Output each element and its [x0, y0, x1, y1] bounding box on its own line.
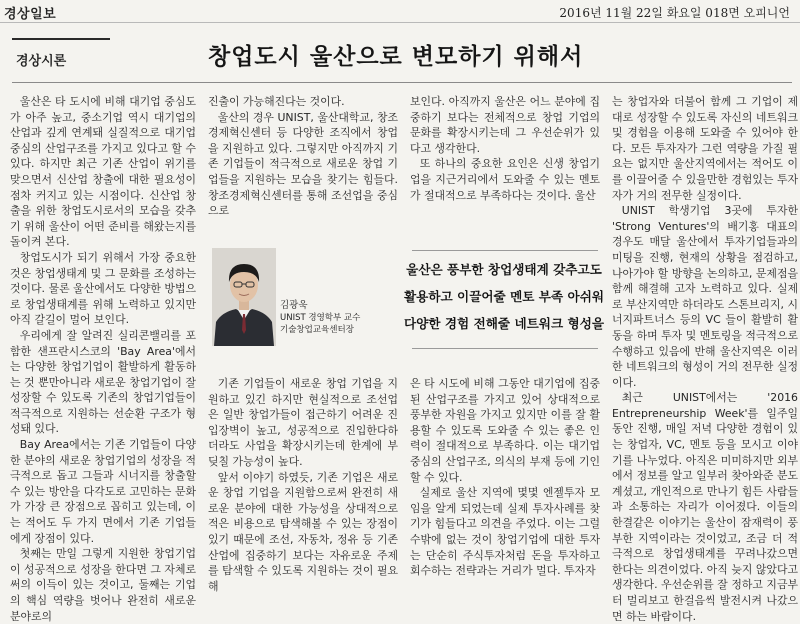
- pull-quote-line: 울산은 풍부한 창업생태계 갖추고도: [406, 262, 602, 277]
- headline: 창업도시 울산으로 변모하기 위해서: [208, 44, 584, 70]
- column-3-top: [410, 94, 600, 240]
- column-2-bottom: [208, 376, 398, 595]
- paragraph: 보인다. 아직까지 울산은 어느 분야에 집중하기 보다는 전체적으로 창업 기업의 문화를 확장시키는데 그 우선순위가 있다고 생각한다.: [410, 95, 600, 155]
- paragraph: 창업도시가 되기 위해서 가장 중요한 것은 창업생태계 및 그 문화를 조성하는 것이다. 물론 울산에서도 다양한 방법으로 창업생태계를 위해 노력하고 있지만 아직 갈길이 멀어 보인다.: [10, 250, 196, 327]
- author-title: UNIST 경영학부 교수: [280, 313, 361, 323]
- dateline: 2016년 11월 22일 화요일 018면 오피니언: [559, 6, 790, 20]
- paragraph: 는 창업자와 더불어 함께 그 기업이 제대로 성장할 수 있도록 자신의 네트워크 및 경험을 이용해 도와줄 수 있어야 한다. 모든 투자자가 그런 역량을 가질 필요는 없지만 울산지역에서는 적어도 이를 이끌어줄 수 있을만한 경험있는 투자자가 거의 전무한 실정이다.: [612, 95, 798, 202]
- column-3-bottom: [410, 376, 600, 595]
- paragraph: 실제로 울산 지역에 몇몇 엔젤투자 모임을 알게 되었는데 실제 투자사례를 찾기가 힘들다고 의견을 주었다. 이는 그럴 수밖에 없는 것이 창업기업에 대한 투자는 단순히 주식투자처럼 돈을 투자하고 회수하는 전략과는 거리가 멀다. 투자자: [410, 486, 600, 578]
- section-rule: [12, 38, 110, 40]
- author-portrait-icon: [212, 248, 276, 346]
- paragraph: 첫째는 만일 그렇게 지원한 창업기업이 성공적으로 성장을 한다면 그 자체로써의 이득이 있는 것이고, 둘째는 기업의 핵심 역량을 벗어나 완전히 새로운 분야로의: [10, 547, 196, 623]
- column-4: [612, 94, 798, 623]
- paragraph: 우리에게 잘 알려진 실리콘밸리를 포함한 샌프란시스코의 'Bay Area'에서는 다양한 창업기업이 활발하게 활동하는 것 뿐만아니라 새로운 창업기업이 잘 성장할 수 있도록 기존의 창업기업들이 적극적으로 지원하는 선순환 구조가 형성돼 있다.: [10, 328, 196, 436]
- author-name: 김광욱: [280, 300, 308, 311]
- paragraph: 또 하나의 중요한 요인은 신생 창업기업을 지근거리에서 도와줄 수 있는 멘토가 절대적으로 부족하다는 것이다. 울산: [410, 157, 600, 202]
- pull-quote-line: 다양한 경험 전해줄 네트워크 형성을: [404, 316, 605, 331]
- paragraph: UNIST 학생기업 3곳에 투자한 'Strong Ventures'의 배기홍 대표의 경우도 매달 울산에서 투자기업들과의 미팅을 진행, 현재의 상황을 점검하고, 나아가야 할 방향을 논의하고, 문제점을 함께 해결해 고자 노력하고 있다. 실제로 부산지역만 하더라도 스톤브리지, 시너지파트너스 등의 VC 들이 활발히 활동을 하며 투자 및 멘토링을 적극적으로 수행하고 있음에 반해 울산지역은 이러한 네트워크의 형성이 거의 전무한 실정이다.: [612, 204, 798, 389]
- pullquote-rule-top: [412, 250, 598, 251]
- paragraph: 진출이 가능해진다는 것이다.: [208, 95, 345, 108]
- pull-quote-line: 활용하고 이끌어줄 멘토 부족 아쉬워: [404, 289, 605, 304]
- pullquote-rule-bottom: [412, 348, 598, 349]
- pull-quote: [404, 256, 604, 337]
- author-affiliation: 기술창업교육센터장: [280, 325, 354, 335]
- newspaper-name: 경상일보: [4, 7, 57, 22]
- section-label: 경상시론: [16, 54, 67, 69]
- author-photo: [212, 248, 276, 346]
- masthead: [0, 0, 800, 23]
- paragraph: 울산의 경우 UNIST, 울산대학교, 창조경제혁신센터 등 다양한 조직에서 창업을 지원하고 있다. 그렇지만 아직까지 기존 기업들이 적극적으로 새로운 창업 기업들을 지원하는 모습을 찾기는 힘들다. 창조경제혁신센터를 통해 조선업을 중심으로: [208, 110, 398, 218]
- column-2-top: [208, 94, 398, 240]
- paragraph: 기존 기업들이 새로운 창업 기업을 지원하고 있긴 하지만 현실적으로 조선업은 일반 창업가들이 접근하기 어려운 진입장벽이 높고, 성공적으로 진입한다하더라도 사업을 확장시키는데 한계에 부딪칠 가능성이 높다.: [208, 377, 398, 468]
- paragraph: 앞서 이야기 하였듯, 기존 기업은 새로운 창업 기업을 지원함으로써 완전히 새로운 분야에 대한 가능성을 상대적으로 적은 비용으로 탐색해볼 수 있는 장점이 있기 때문에 조선, 자동차, 정유 등 기존 산업에 집중하기 보다는 자유로운 주제를 탐색할 수 있도록 지원하는 것이 필요해: [208, 470, 398, 593]
- paragraph: 은 타 시도에 비해 그동안 대기업에 집중된 산업구조를 가지고 있어 상대적으로 풍부한 자원을 가지고 있지만 이를 잘 활용할 수 있도록 도와줄 수 있는 좋은 인력이 절대적으로 부족하다. 이는 대기업 중심의 산업구조, 의식의 부재 등에 기인할 수 있다.: [410, 377, 600, 484]
- paragraph: 울산은 타 도시에 비해 대기업 중심도가 아주 높고, 중소기업 역시 대기업의 산업과 깊게 연계돼 실질적으로 대기업 중심의 산업구조를 가지고 있다고 할 수 있다. 하지만 최근 기존 산업이 위기를 맞으면서 신산업 창출에 대한 필요성이 점차 커지고 있는 시점이다. 신산업 창출을 위한 창업도시로서의 모습을 갖추기 위해 울산이 어떤 준비를 해왔는지를 돌이켜 본다.: [10, 95, 196, 249]
- column-1: [10, 94, 196, 623]
- paragraph: Bay Area에서는 기존 기업들이 다양한 분야의 새로운 창업기업의 성장을 적극적으로 돕고 그들과 시너지를 창출할 수 있는 방안을 다각도로 고민하는 문화가 가장 큰 장점으로 꼽히고 있는데, 이는 적어도 두 가지 면에서 기존 기업들에게 장점이 있다.: [10, 438, 196, 545]
- headline-rule: [12, 82, 792, 83]
- byline: [280, 300, 400, 336]
- paragraph: 최근 UNIST에서는 '2016 Entrepreneurship Week'를 일주일 동안 진행, 매일 저녁 다양한 경험이 있는 창업자, VC, 멘토 등을 모시고 이야기를 나누었다. 아직은 미미하지만 외부에서 정보를 알고 일부러 찾아와준 분도 계셨고, 개인적으로 만나기 힘든 사람들과 소통하는 자리가 이어졌다. 이들의 한결같은 이야기는 울산이 잠재력이 풍부한 지역이라는 것이었고, 조금 더 적극적으로 창업생태계를 꾸려나갔으면 한다는 의견이었다. 아직 늦지 않았다고 생각한다. 우선순위를 잘 정하고 지금부터 멀리보고 한걸음씩 발전시켜 나갔으면 하는 바람이다.: [612, 391, 798, 623]
